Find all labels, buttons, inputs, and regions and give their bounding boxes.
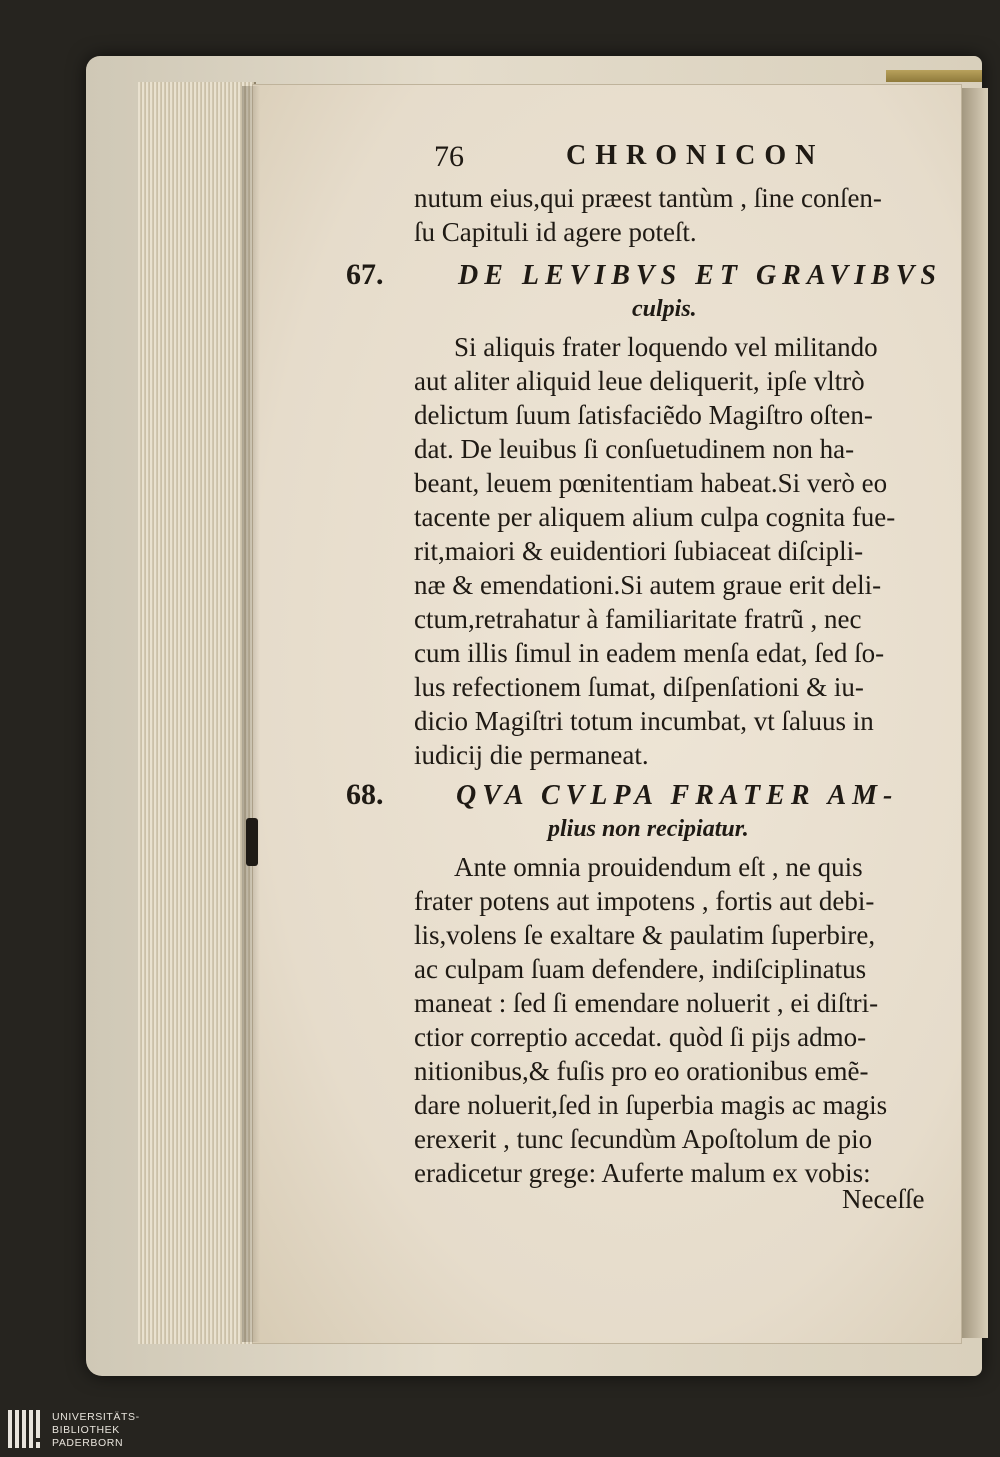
text-line: ctum,retrahatur à familiaritate fratrũ , nec [414, 604, 862, 634]
section-heading: QVA CVLPA FRATER AM- [456, 780, 899, 811]
section-heading-continuation: plius non recipiatur. [548, 816, 749, 842]
text-line: dat. De leuibus ſi conſuetudinem non ha- [414, 434, 855, 464]
library-name-line: UNIVERSITÄTS- [52, 1411, 140, 1423]
text-line: aut aliter aliquid leue deliquerit, ipſe vltrò [414, 366, 865, 396]
text-line: frater potens aut impotens , fortis aut debi- [414, 886, 875, 916]
page-edges [138, 82, 256, 1344]
text-line: nitionibus,& fuſis pro eo orationibus emẽ- [414, 1056, 869, 1086]
section-number: 67. [346, 258, 384, 291]
text-line: ſu Capituli id agere poteſt. [414, 217, 697, 247]
section-heading-continuation: culpis. [632, 296, 697, 322]
library-name [52, 1411, 140, 1450]
text-line: lis,volens ſe exaltare & paulatim ſuperbire, [414, 920, 876, 950]
text-line: ctior correptio accedat. quòd ſi pijs admo- [414, 1022, 867, 1052]
text-line: maneat : ſed ſi emendare noluerit , ei diſtri- [414, 988, 879, 1018]
gutter-shadow [242, 86, 260, 1342]
text-line: iudicij die permaneat. [414, 740, 649, 770]
catchword: Neceſſe [842, 1184, 925, 1214]
text-line: Si aliquis frater loquendo vel militando [454, 332, 878, 362]
text-line: dicio Magiſtri totum incumbat, vt ſaluus in [414, 706, 874, 736]
library-logo-icon [6, 1410, 48, 1450]
facing-page-edge [958, 88, 988, 1338]
running-head: CHRONICON [566, 140, 825, 171]
text-line: eradicetur grege: Auferte malum ex vobis: [414, 1158, 871, 1188]
text-line: tacente per aliquem alium culpa cognita fue- [414, 502, 896, 532]
text-line: cum illis ſimul in eadem menſa edat, ſed ſo- [414, 638, 885, 668]
section-heading: DE LEVIBVS ET GRAVIBVS [458, 260, 942, 291]
page-number: 76 [434, 140, 464, 173]
section-number: 68. [346, 778, 384, 811]
ribbon-marker [246, 818, 258, 866]
library-name-line: PADERBORN [52, 1437, 124, 1449]
text-line: rit,maiori & euidentiori ſubiaceat diſcipli- [414, 536, 864, 566]
footer-bar [0, 1406, 1000, 1457]
text-line: beant, leuem pœnitentiam habeat.Si verò eo [414, 468, 888, 498]
text-line: næ & emendationi.Si autem graue erit deli- [414, 570, 882, 600]
text-line: Ante omnia prouidendum eſt , ne quis [454, 852, 863, 882]
text-line: dare noluerit,ſed in ſuperbia magis ac magis [414, 1090, 888, 1120]
gilt-edge [886, 70, 982, 82]
text-line: nutum eius,qui præest tantùm , ſine conſen- [414, 183, 882, 213]
text-line: ac culpam ſuam defendere, indiſciplinatus [414, 954, 867, 984]
text-line: lus refectionem ſumat, diſpenſationi & iu- [414, 672, 864, 702]
text-line: delictum ſuum ſatisfaciẽdo Magiſtro oſten- [414, 400, 873, 430]
text-line: erexerit , tunc ſecundùm Apoſtolum de pio [414, 1124, 873, 1154]
library-name-line: BIBLIOTHEK [52, 1424, 120, 1436]
